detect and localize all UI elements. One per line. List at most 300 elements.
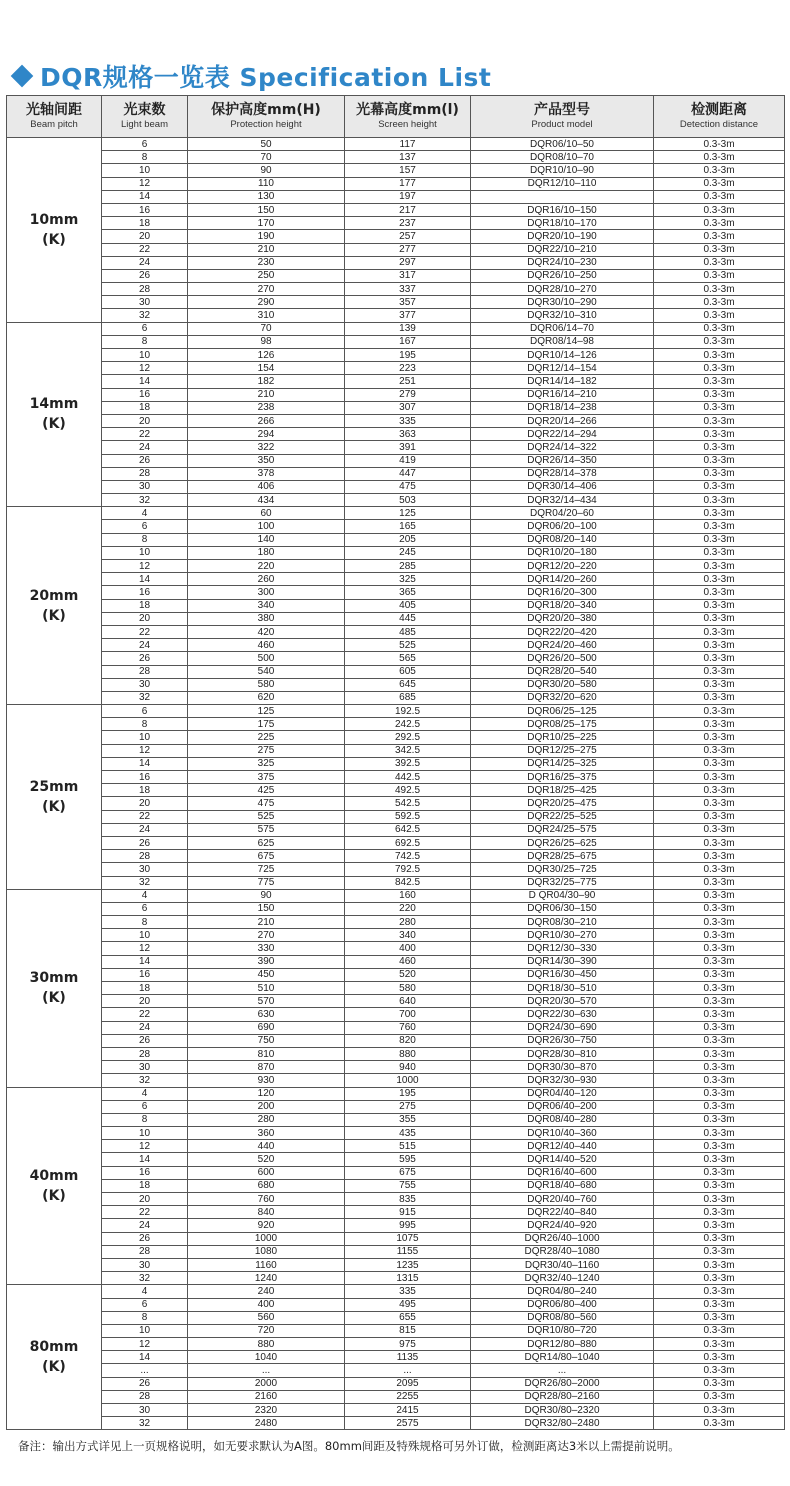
product-model-cell: DQR24/10–230 [471, 256, 654, 269]
protection-height-cell: 625 [188, 836, 345, 849]
detection-distance-cell: 0.3-3m [654, 1140, 785, 1153]
screen-height-cell: 880 [345, 1047, 471, 1060]
protection-height-cell: 520 [188, 1153, 345, 1166]
beam-count-cell: 26 [102, 1232, 188, 1245]
page-title-text: DQR规格一览表 Specification List [40, 63, 492, 92]
screen-height-cell: 692.5 [345, 836, 471, 849]
beam-count-cell: 14 [102, 573, 188, 586]
screen-height-cell: 1155 [345, 1245, 471, 1258]
protection-height-cell: 260 [188, 573, 345, 586]
table-row [7, 1377, 785, 1390]
detection-distance-cell: 0.3-3m [654, 639, 785, 652]
detection-distance-cell: 0.3-3m [654, 243, 785, 256]
protection-height-cell: 920 [188, 1219, 345, 1232]
product-model-cell: DQR10/30–270 [471, 929, 654, 942]
table-row [7, 757, 785, 770]
beam-count-cell: 30 [102, 296, 188, 309]
detection-distance-cell: 0.3-3m [654, 480, 785, 493]
beam-count-cell: 6 [102, 902, 188, 915]
detection-distance-cell: 0.3-3m [654, 902, 785, 915]
screen-height-cell: 975 [345, 1338, 471, 1351]
product-model-cell: DQR18/40–680 [471, 1179, 654, 1192]
screen-height-cell: 592.5 [345, 810, 471, 823]
screen-height-cell: 195 [345, 349, 471, 362]
beam-pitch-value: 40mm [29, 1167, 79, 1184]
detection-distance-cell: 0.3-3m [654, 1061, 785, 1074]
protection-height-cell: 1160 [188, 1258, 345, 1271]
product-model-cell: DQR22/14–294 [471, 428, 654, 441]
detection-distance-cell: 0.3-3m [654, 968, 785, 981]
product-model-cell: DQR30/25–725 [471, 863, 654, 876]
product-model-cell: DQR16/14–210 [471, 388, 654, 401]
beam-count-cell: 16 [102, 771, 188, 784]
screen-height-cell: 655 [345, 1311, 471, 1324]
screen-height-cell: 742.5 [345, 850, 471, 863]
beam-count-cell: 14 [102, 375, 188, 388]
screen-height-cell: 460 [345, 955, 471, 968]
detection-distance-cell: 0.3-3m [654, 1377, 785, 1390]
table-row [7, 151, 785, 164]
detection-distance-cell: 0.3-3m [654, 269, 785, 282]
screen-height-cell: 279 [345, 388, 471, 401]
beam-count-cell: 10 [102, 546, 188, 559]
protection-height-cell: 70 [188, 151, 345, 164]
screen-height-cell: 363 [345, 428, 471, 441]
beam-pitch-suffix: (K) [42, 798, 66, 815]
table-row [7, 1166, 785, 1179]
table-row [7, 1245, 785, 1258]
beam-count-cell: 12 [102, 177, 188, 190]
screen-height-cell: 217 [345, 203, 471, 216]
product-model-cell: DQR06/40–200 [471, 1100, 654, 1113]
detection-distance-cell: 0.3-3m [654, 652, 785, 665]
product-model-cell: DQR20/10–190 [471, 230, 654, 243]
screen-height-cell: 815 [345, 1324, 471, 1337]
protection-height-cell: 170 [188, 217, 345, 230]
detection-distance-cell: 0.3-3m [654, 375, 785, 388]
spec-table-header [7, 96, 785, 138]
product-model-cell: DQR08/14–98 [471, 335, 654, 348]
table-row [7, 1034, 785, 1047]
detection-distance-cell: 0.3-3m [654, 771, 785, 784]
product-model-cell: DQR10/80–720 [471, 1324, 654, 1337]
table-row [7, 599, 785, 612]
protection-height-cell: 150 [188, 902, 345, 915]
screen-height-cell: 125 [345, 507, 471, 520]
table-row [7, 705, 785, 718]
screen-height-cell: 520 [345, 968, 471, 981]
detection-distance-cell: 0.3-3m [654, 520, 785, 533]
detection-distance-cell: 0.3-3m [654, 388, 785, 401]
protection-height-cell: 760 [188, 1193, 345, 1206]
beam-count-cell: 28 [102, 283, 188, 296]
detection-distance-cell: 0.3-3m [654, 1113, 785, 1126]
table-row [7, 494, 785, 507]
detection-distance-cell: 0.3-3m [654, 955, 785, 968]
detection-distance-cell: 0.3-3m [654, 731, 785, 744]
product-model-cell: DQR16/20–300 [471, 586, 654, 599]
screen-height-cell: 435 [345, 1127, 471, 1140]
spec-table-body [7, 138, 785, 1430]
screen-height-cell: 307 [345, 401, 471, 414]
table-row [7, 718, 785, 731]
protection-height-cell: 560 [188, 1311, 345, 1324]
protection-height-cell: 266 [188, 414, 345, 427]
beam-pitch-value: 30mm [29, 970, 79, 987]
table-row [7, 1087, 785, 1100]
table-row [7, 533, 785, 546]
table-row [7, 1298, 785, 1311]
table-row [7, 1113, 785, 1126]
protection-height-cell: 930 [188, 1074, 345, 1087]
screen-height-cell: 223 [345, 362, 471, 375]
protection-height-cell: 620 [188, 691, 345, 704]
protection-height-cell: 600 [188, 1166, 345, 1179]
product-model-cell: DQR18/14–238 [471, 401, 654, 414]
detection-distance-cell: 0.3-3m [654, 810, 785, 823]
product-model-cell: DQR24/40–920 [471, 1219, 654, 1232]
protection-height-cell: 310 [188, 309, 345, 322]
detection-distance-cell: 0.3-3m [654, 309, 785, 322]
beam-count-cell: 18 [102, 401, 188, 414]
product-model-cell: DQR22/25–525 [471, 810, 654, 823]
product-model-cell: DQR10/14–126 [471, 349, 654, 362]
beam-count-cell: 32 [102, 309, 188, 322]
protection-height-cell: 450 [188, 968, 345, 981]
table-row [7, 217, 785, 230]
screen-height-cell: 580 [345, 982, 471, 995]
table-row [7, 1021, 785, 1034]
table-row [7, 573, 785, 586]
protection-height-cell: 690 [188, 1021, 345, 1034]
screen-height-cell: 685 [345, 691, 471, 704]
product-model-cell: DQR20/25–475 [471, 797, 654, 810]
beam-count-cell: 12 [102, 560, 188, 573]
table-row [7, 1008, 785, 1021]
table-row [7, 731, 785, 744]
beam-count-cell: 8 [102, 151, 188, 164]
product-model-cell: DQR18/30–510 [471, 982, 654, 995]
header-en: Product model [531, 119, 593, 130]
screen-height-cell: 165 [345, 520, 471, 533]
spec-table [6, 95, 785, 1430]
detection-distance-cell: 0.3-3m [654, 1087, 785, 1100]
table-row [7, 929, 785, 942]
protection-height-cell: 290 [188, 296, 345, 309]
screen-height-cell: 337 [345, 283, 471, 296]
beam-count-cell: 30 [102, 678, 188, 691]
screen-height-cell: 392.5 [345, 757, 471, 770]
product-model-cell: DQR08/40–280 [471, 1113, 654, 1126]
protection-height-cell: 350 [188, 454, 345, 467]
detection-distance-cell: 0.3-3m [654, 1219, 785, 1232]
protection-height-cell: 390 [188, 955, 345, 968]
detection-distance-cell: 0.3-3m [654, 1338, 785, 1351]
protection-height-cell: 575 [188, 823, 345, 836]
table-row [7, 1047, 785, 1060]
protection-height-cell: 130 [188, 190, 345, 203]
beam-count-cell: 30 [102, 863, 188, 876]
beam-pitch-cell [7, 507, 102, 705]
header-light-beam [102, 96, 188, 138]
detection-distance-cell: 0.3-3m [654, 678, 785, 691]
detection-distance-cell: 0.3-3m [654, 217, 785, 230]
beam-count-cell: 28 [102, 665, 188, 678]
protection-height-cell: 2320 [188, 1404, 345, 1417]
protection-height-cell: 280 [188, 1113, 345, 1126]
beam-count-cell: 8 [102, 533, 188, 546]
table-row [7, 1272, 785, 1285]
protection-height-cell: 330 [188, 942, 345, 955]
product-model-cell: DQR18/25–425 [471, 784, 654, 797]
screen-height-cell: 2095 [345, 1377, 471, 1390]
protection-height-cell: 50 [188, 138, 345, 151]
protection-height-cell: 720 [188, 1324, 345, 1337]
protection-height-cell: 460 [188, 639, 345, 652]
product-model-cell: DQR32/10–310 [471, 309, 654, 322]
detection-distance-cell: 0.3-3m [654, 625, 785, 638]
product-model-cell: DQR06/30–150 [471, 902, 654, 915]
beam-count-cell: 12 [102, 942, 188, 955]
detection-distance-cell: 0.3-3m [654, 1364, 785, 1377]
protection-height-cell: 378 [188, 467, 345, 480]
screen-height-cell: 280 [345, 916, 471, 929]
detection-distance-cell: 0.3-3m [654, 995, 785, 1008]
table-row [7, 876, 785, 889]
detection-distance-cell: 0.3-3m [654, 1021, 785, 1034]
beam-count-cell: 10 [102, 1324, 188, 1337]
screen-height-cell: 325 [345, 573, 471, 586]
protection-height-cell: 475 [188, 797, 345, 810]
table-row [7, 902, 785, 915]
product-model-cell: DQR28/80–2160 [471, 1390, 654, 1403]
table-row [7, 1193, 785, 1206]
detection-distance-cell: 0.3-3m [654, 1206, 785, 1219]
protection-height-cell: 400 [188, 1298, 345, 1311]
protection-height-cell: 270 [188, 283, 345, 296]
product-model-cell: DQR32/80–2480 [471, 1417, 654, 1430]
screen-height-cell: 835 [345, 1193, 471, 1206]
beam-count-cell: 14 [102, 1351, 188, 1364]
product-model-cell: DQR32/14–434 [471, 494, 654, 507]
product-model-cell: DQR14/14–182 [471, 375, 654, 388]
beam-pitch-suffix: (K) [42, 607, 66, 624]
product-model-cell: DQR28/14–378 [471, 467, 654, 480]
screen-height-cell: 335 [345, 1285, 471, 1298]
header-en: Protection height [230, 119, 302, 130]
product-model-cell: DQR24/25–575 [471, 823, 654, 836]
product-model-cell: DQR32/20–620 [471, 691, 654, 704]
protection-height-cell: 2000 [188, 1377, 345, 1390]
table-row [7, 177, 785, 190]
protection-height-cell: 1080 [188, 1245, 345, 1258]
detection-distance-cell: 0.3-3m [654, 1034, 785, 1047]
product-model-cell: DQR30/30–870 [471, 1061, 654, 1074]
beam-pitch-value: 10mm [29, 211, 79, 228]
beam-count-cell: 32 [102, 1272, 188, 1285]
protection-height-cell: 725 [188, 863, 345, 876]
product-model-cell: DQR16/40–600 [471, 1166, 654, 1179]
detection-distance-cell: 0.3-3m [654, 889, 785, 902]
table-row [7, 296, 785, 309]
protection-height-cell: 325 [188, 757, 345, 770]
table-row [7, 1179, 785, 1192]
product-model-cell: DQR28/20–540 [471, 665, 654, 678]
screen-height-cell: 357 [345, 296, 471, 309]
detection-distance-cell: 0.3-3m [654, 929, 785, 942]
product-model-cell: DQR16/25–375 [471, 771, 654, 784]
detection-distance-cell: 0.3-3m [654, 863, 785, 876]
product-model-cell: DQR22/20–420 [471, 625, 654, 638]
table-row [7, 1351, 785, 1364]
product-model-cell: DQR06/10–50 [471, 138, 654, 151]
screen-height-cell: 485 [345, 625, 471, 638]
detection-distance-cell: 0.3-3m [654, 494, 785, 507]
beam-count-cell: 16 [102, 1166, 188, 1179]
protection-height-cell: 150 [188, 203, 345, 216]
protection-height-cell: 70 [188, 322, 345, 335]
protection-height-cell: 125 [188, 705, 345, 718]
beam-count-cell: 6 [102, 1298, 188, 1311]
table-row [7, 1285, 785, 1298]
footnote: 备注：输出方式详见上一页规格说明，如无要求默认为A图。80mm间距及特殊规格可另外订做，检测距离达3米以上需提前说明。 [18, 1439, 680, 1453]
beam-count-cell: 6 [102, 705, 188, 718]
screen-height-cell: 792.5 [345, 863, 471, 876]
screen-height-cell: 675 [345, 1166, 471, 1179]
protection-height-cell: 60 [188, 507, 345, 520]
protection-height-cell: 434 [188, 494, 345, 507]
detection-distance-cell: 0.3-3m [654, 1008, 785, 1021]
screen-height-cell: 195 [345, 1087, 471, 1100]
table-row [7, 1074, 785, 1087]
table-row [7, 639, 785, 652]
beam-count-cell: 22 [102, 428, 188, 441]
product-model-cell: DQR16/10–150 [471, 203, 654, 216]
protection-height-cell: 275 [188, 744, 345, 757]
beam-count-cell: 16 [102, 968, 188, 981]
beam-count-cell: 4 [102, 507, 188, 520]
screen-height-cell: 640 [345, 995, 471, 1008]
detection-distance-cell: 0.3-3m [654, 744, 785, 757]
screen-height-cell: 391 [345, 441, 471, 454]
table-row [7, 256, 785, 269]
table-row [7, 889, 785, 902]
product-model-cell: DQR22/30–630 [471, 1008, 654, 1021]
detection-distance-cell: 0.3-3m [654, 1127, 785, 1140]
screen-height-cell: 1075 [345, 1232, 471, 1245]
table-row [7, 1140, 785, 1153]
detection-distance-cell: 0.3-3m [654, 322, 785, 335]
table-row [7, 560, 785, 573]
protection-height-cell: 120 [188, 1087, 345, 1100]
beam-count-cell: 4 [102, 889, 188, 902]
product-model-cell: DQR30/14–406 [471, 480, 654, 493]
beam-count-cell: 8 [102, 1311, 188, 1324]
beam-count-cell: 8 [102, 718, 188, 731]
detection-distance-cell: 0.3-3m [654, 1390, 785, 1403]
detection-distance-cell: 0.3-3m [654, 1285, 785, 1298]
table-row [7, 1390, 785, 1403]
beam-count-cell: 24 [102, 441, 188, 454]
screen-height-cell: 447 [345, 467, 471, 480]
screen-height-cell: 297 [345, 256, 471, 269]
screen-height-cell: 117 [345, 138, 471, 151]
screen-height-cell: 1000 [345, 1074, 471, 1087]
beam-count-cell: 22 [102, 810, 188, 823]
product-model-cell: DQR08/10–70 [471, 151, 654, 164]
table-row [7, 441, 785, 454]
detection-distance-cell: 0.3-3m [654, 612, 785, 625]
beam-pitch-cell [7, 1087, 102, 1285]
beam-count-cell: 12 [102, 362, 188, 375]
table-row [7, 850, 785, 863]
beam-count-cell: 14 [102, 955, 188, 968]
header-product-model [471, 96, 654, 138]
beam-count-cell: 26 [102, 269, 188, 282]
product-model-cell: ... [471, 1364, 654, 1377]
product-model-cell: DQR20/40–760 [471, 1193, 654, 1206]
detection-distance-cell: 0.3-3m [654, 1351, 785, 1364]
screen-height-cell: 1235 [345, 1258, 471, 1271]
beam-count-cell: ... [102, 1364, 188, 1377]
screen-height-cell: 257 [345, 230, 471, 243]
header-detection-distance [654, 96, 785, 138]
beam-count-cell: 20 [102, 414, 188, 427]
diamond-icon [11, 65, 34, 88]
product-model-cell: DQR10/25–225 [471, 731, 654, 744]
screen-height-cell: 139 [345, 322, 471, 335]
detection-distance-cell: 0.3-3m [654, 138, 785, 151]
screen-height-cell: 137 [345, 151, 471, 164]
detection-distance-cell: 0.3-3m [654, 335, 785, 348]
header-en: Beam pitch [30, 119, 78, 130]
protection-height-cell: 270 [188, 929, 345, 942]
beam-pitch-cell [7, 138, 102, 323]
table-row [7, 1061, 785, 1074]
beam-count-cell: 10 [102, 929, 188, 942]
protection-height-cell: 225 [188, 731, 345, 744]
table-row [7, 309, 785, 322]
screen-height-cell: 167 [345, 335, 471, 348]
detection-distance-cell: 0.3-3m [654, 1298, 785, 1311]
beam-count-cell: 18 [102, 784, 188, 797]
beam-count-cell: 10 [102, 731, 188, 744]
screen-height-cell: 355 [345, 1113, 471, 1126]
detection-distance-cell: 0.3-3m [654, 836, 785, 849]
beam-pitch-suffix: (K) [42, 231, 66, 248]
table-row [7, 138, 785, 151]
beam-count-cell: 28 [102, 1047, 188, 1060]
beam-count-cell: 26 [102, 836, 188, 849]
beam-pitch-cell [7, 322, 102, 507]
product-model-cell: DQR14/80–1040 [471, 1351, 654, 1364]
detection-distance-cell: 0.3-3m [654, 876, 785, 889]
beam-count-cell: 20 [102, 612, 188, 625]
table-row [7, 467, 785, 480]
beam-count-cell: 20 [102, 797, 188, 810]
screen-height-cell: 245 [345, 546, 471, 559]
header-zh: 检测距离 [691, 102, 747, 118]
beam-count-cell: 14 [102, 757, 188, 770]
screen-height-cell: 160 [345, 889, 471, 902]
beam-count-cell: 24 [102, 1219, 188, 1232]
product-model-cell: DQR20/14–266 [471, 414, 654, 427]
detection-distance-cell: 0.3-3m [654, 362, 785, 375]
table-row [7, 1364, 785, 1377]
table-row [7, 771, 785, 784]
product-model-cell: DQR14/20–260 [471, 573, 654, 586]
protection-height-cell: 440 [188, 1140, 345, 1153]
